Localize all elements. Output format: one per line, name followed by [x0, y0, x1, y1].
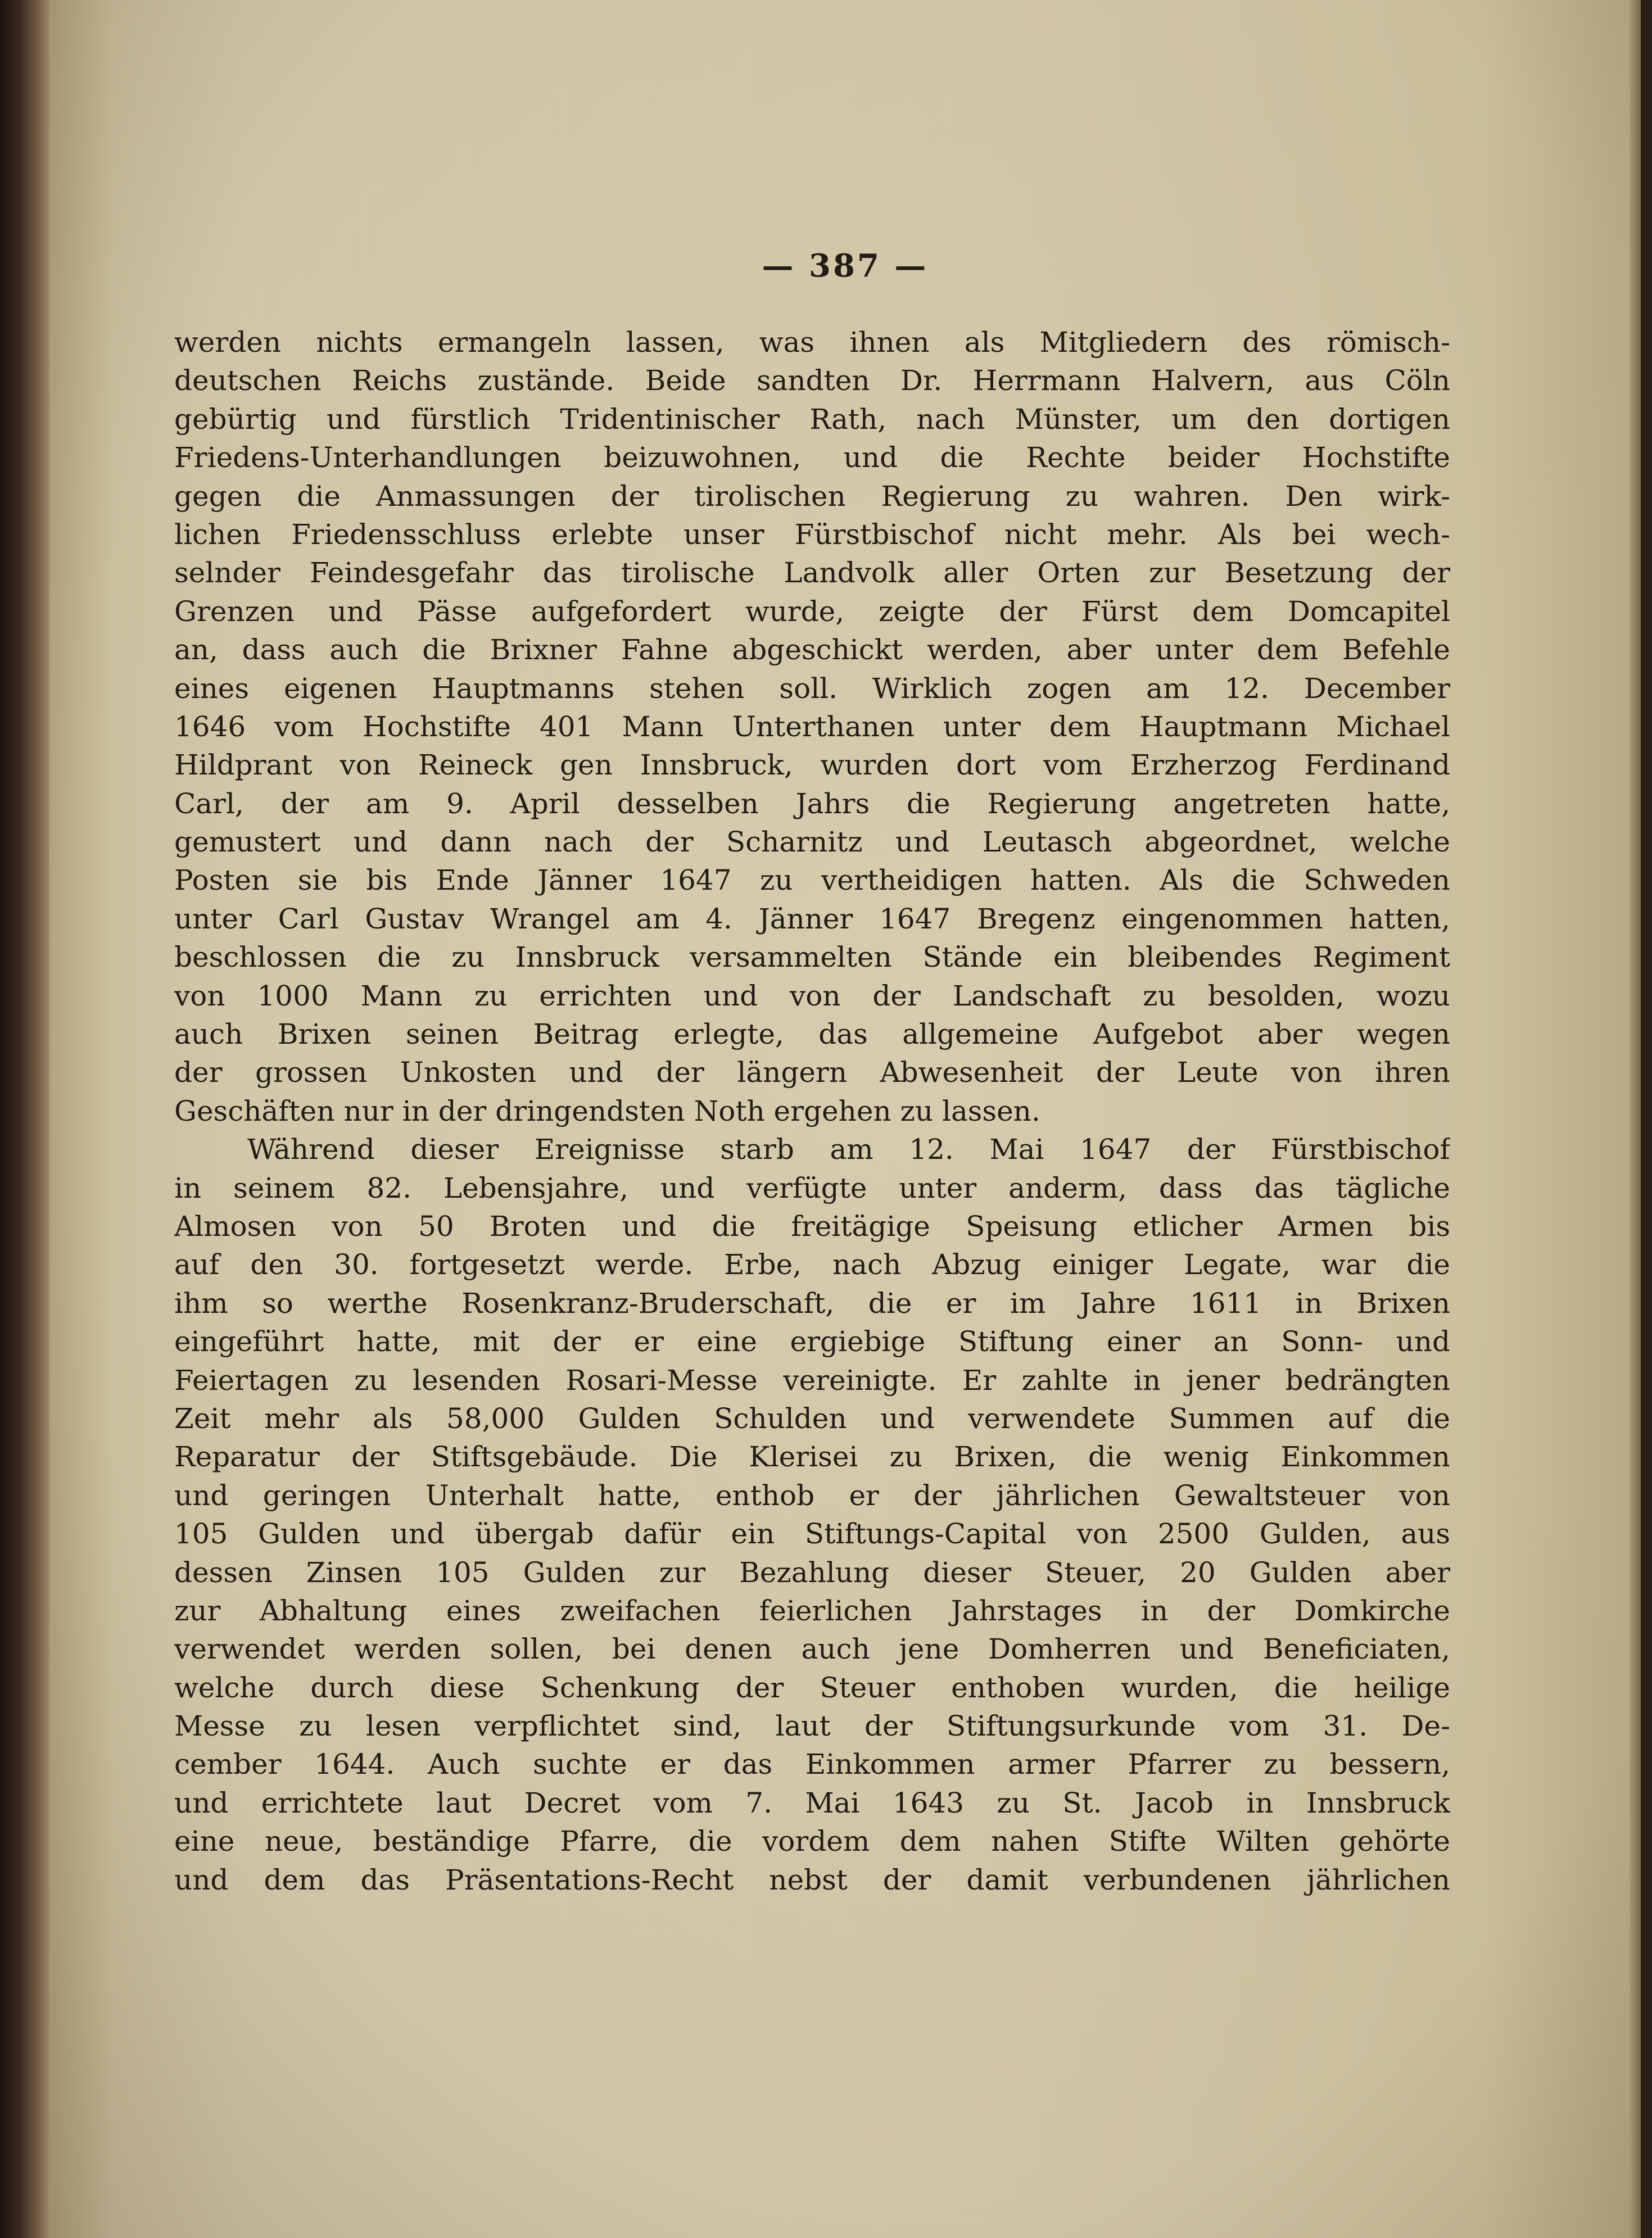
text-line: Hildprant von Reineck gen Innsbruck, wurden dort vom Erzherzog Ferdinand	[174, 749, 1450, 782]
text-line: verwendet werden sollen, bei denen auch jene Domherren und Beneficiaten,	[174, 1633, 1450, 1666]
text-line: dessen Zinsen 105 Gulden zur Bezahlung dieser Steuer, 20 Gulden aber	[174, 1556, 1450, 1589]
text-line: auf den 30. fortgesetzt werde. Erbe, nach Abzug einiger Legate, war die	[174, 1248, 1450, 1281]
text-line: der grossen Unkosten und der längern Abwesenheit der Leute von ihren	[174, 1056, 1450, 1089]
text-line: eingeführt hatte, mit der er eine ergiebige Stiftung einer an Sonn- und	[174, 1325, 1450, 1358]
text-line: ihm so werthe Rosenkranz-Bruderschaft, die er im Jahre 1611 in Brixen	[174, 1286, 1450, 1320]
text-line: gebürtig und fürstlich Tridentinischer Rath, nach Münster, um den dortigen	[174, 402, 1450, 436]
text-line: zur Abhaltung eines zweifachen feierlichen Jahrstages in der Domkirche	[174, 1594, 1450, 1627]
text-line: und errichtete laut Decret vom 7. Mai 1643 zu St. Jacob in Innsbruck	[174, 1786, 1450, 1819]
page-number-header: — 387 —	[762, 247, 929, 284]
text-line: 1646 vom Hochstifte 401 Mann Unterthanen unter dem Hauptmann Michael	[174, 710, 1450, 743]
text-line: Grenzen und Pässe aufgefordert wurde, zeigte der Fürst dem Domcapitel	[174, 595, 1450, 628]
text-line: welche durch diese Schenkung der Steuer enthoben wurden, die heilige	[174, 1671, 1450, 1704]
text-line: Messe zu lesen verpflichtet sind, laut der Stiftungsurkunde vom 31. De-	[174, 1710, 1450, 1743]
paragraph-end-line: Geschäften nur in der dringendsten Noth ergehen zu lassen.	[174, 1094, 1040, 1127]
text-line: Friedens-Unterhandlungen beizuwohnen, und die Rechte beider Hochstifte	[174, 441, 1450, 474]
body-text	[174, 323, 1450, 1899]
text-line: und dem das Präsentations-Recht nebst der damit verbundenen jährlichen	[174, 1863, 1450, 1896]
text-line: beschlossen die zu Innsbruck versammelten Stände ein bleibendes Regiment	[174, 941, 1450, 974]
text-line: Posten sie bis Ende Jänner 1647 zu vertheidigen hatten. Als die Schweden	[174, 864, 1450, 897]
text-line: in seinem 82. Lebensjahre, und verfügte unter anderm, dass das tägliche	[174, 1171, 1450, 1204]
text-line: Reparatur der Stiftsgebäude. Die Klerisei zu Brixen, die wenig Einkommen	[174, 1440, 1450, 1474]
text-line: an, dass auch die Brixner Fahne abgeschickt werden, aber unter dem Befehle	[174, 633, 1450, 667]
text-line: werden nichts ermangeln lassen, was ihnen als Mitgliedern des römisch-	[174, 326, 1450, 359]
text-line: Feiertagen zu lesenden Rosari-Messe vereinigte. Er zahlte in jener bedrängten	[174, 1363, 1450, 1397]
text-line: und geringen Unterhalt hatte, enthob er der jährlichen Gewaltsteuer von	[174, 1479, 1450, 1512]
text-line: selnder Feindesgefahr das tirolische Landvolk aller Orten zur Besetzung der	[174, 556, 1450, 590]
text-line: eine neue, beständige Pfarre, die vordem dem nahen Stifte Wilten gehörte	[174, 1825, 1450, 1858]
text-line: Zeit mehr als 58,000 Gulden Schulden und verwendete Summen auf die	[174, 1402, 1450, 1435]
text-line: eines eigenen Hauptmanns stehen soll. Wirklich zogen am 12. December	[174, 672, 1450, 705]
text-line: cember 1644. Auch suchte er das Einkommen armer Pfarrer zu bessern,	[174, 1748, 1450, 1781]
text-line: Carl, der am 9. April desselben Jahrs die Regierung angetreten hatte,	[174, 787, 1450, 820]
text-line: 105 Gulden und übergab dafür ein Stiftungs-Capital von 2500 Gulden, aus	[174, 1517, 1450, 1551]
text-line: deutschen Reichs zustände. Beide sandten Dr. Herrmann Halvern, aus Cöln	[174, 364, 1450, 397]
paper-sheet	[49, 0, 1641, 2238]
text-line: auch Brixen seinen Beitrag erlegte, das allgemeine Aufgebot aber wegen	[174, 1018, 1450, 1051]
book-binding	[0, 0, 49, 2238]
page-edge	[1630, 0, 1641, 2238]
text-line: Almosen von 50 Broten und die freitägige Speisung etlicher Armen bis	[174, 1209, 1450, 1243]
text-line: von 1000 Mann zu errichten und von der Landschaft zu besolden, wozu	[174, 979, 1450, 1012]
text-line: lichen Friedensschluss erlebte unser Fürstbischof nicht mehr. Als bei wech-	[174, 518, 1450, 551]
text-line: gemustert und dann nach der Scharnitz und Leutasch abgeordnet, welche	[174, 826, 1450, 859]
text-line: unter Carl Gustav Wrangel am 4. Jänner 1647 Bregenz eingenommen hatten,	[174, 902, 1450, 935]
text-line: gegen die Anmassungen der tirolischen Regierung zu wahren. Den wirk-	[174, 479, 1450, 513]
paragraph-start-line: Während dieser Ereignisse starb am 12. Mai 1647 der Fürstbischof	[247, 1133, 1450, 1166]
